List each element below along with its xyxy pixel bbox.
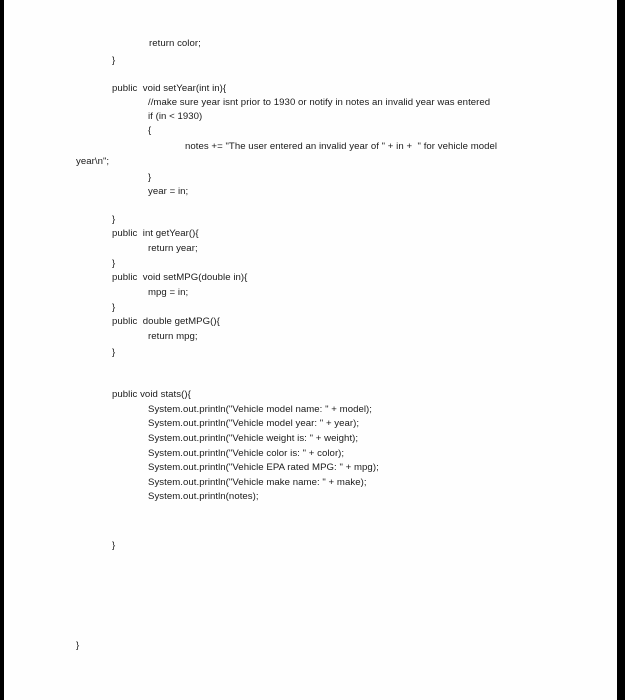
code-line: public void setYear(int in){	[112, 83, 227, 94]
code-line: return mpg;	[148, 331, 198, 342]
code-line: }	[112, 540, 116, 551]
code-line: }	[112, 347, 116, 358]
code-line: public void setMPG(double in){	[112, 272, 248, 283]
code-line: year\n";	[76, 156, 110, 167]
code-line: return color;	[149, 38, 201, 49]
code-line: }	[76, 640, 80, 651]
code-line: return year;	[148, 243, 198, 254]
code-line: }	[112, 214, 116, 225]
code-line: public void stats(){	[112, 389, 191, 400]
document-page	[4, 0, 617, 700]
code-line: notes += "The user entered an invalid year of " + in + " for vehicle model	[185, 141, 498, 152]
code-line: System.out.println("Vehicle make name: " + make);	[148, 477, 367, 488]
code-line: System.out.println("Vehicle weight is: " + weight);	[148, 433, 359, 444]
code-line: }	[112, 302, 116, 313]
code-line: }	[148, 172, 152, 183]
code-line: mpg = in;	[148, 287, 189, 298]
code-line: System.out.println("Vehicle EPA rated MPG: " + mpg);	[148, 462, 379, 473]
code-line: if (in < 1930)	[148, 111, 203, 122]
code-line: public double getMPG(){	[112, 316, 220, 327]
code-line: }	[112, 258, 116, 269]
code-line: public int getYear(){	[112, 228, 199, 239]
code-line: System.out.println("Vehicle model year: " + year);	[148, 418, 360, 429]
code-line: //make sure year isnt prior to 1930 or notify in notes an invalid year was entered	[148, 97, 491, 108]
code-line: System.out.println("Vehicle color is: " + color);	[148, 448, 345, 459]
code-line: }	[112, 55, 116, 66]
code-line: System.out.println("Vehicle model name: " + model);	[148, 404, 372, 415]
code-line: System.out.println(notes);	[148, 491, 259, 502]
code-line: {	[148, 125, 152, 136]
code-line: year = in;	[148, 186, 189, 197]
